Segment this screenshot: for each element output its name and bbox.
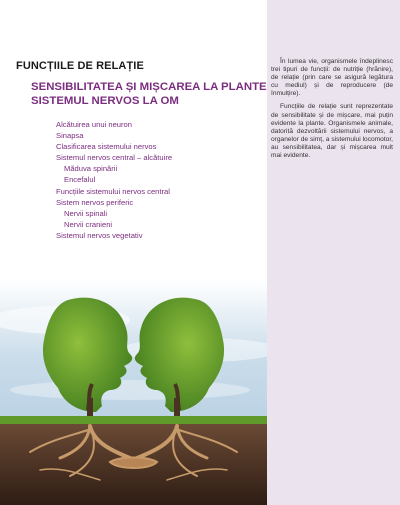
table-of-contents <box>0 119 172 241</box>
toc-item: Funcțiile sistemului nervos central <box>56 186 170 196</box>
toc-item: Sistemul nervos vegetativ <box>56 230 143 240</box>
chapter-subtitle <box>31 81 267 108</box>
tree-heads-illustration <box>0 280 267 505</box>
intro-paragraph-2: Funcțiile de relație sunt reprezentate de sensibilitate și de mișcare, mai puțin evidente la plante. Organismele animale, datorită dezvoltării sistemului nervos, a organelor de simț, a sistemului locomotor, au sensibilitatea, dar și mișcarea mult mai evidente. <box>271 103 393 160</box>
subtitle-line-2: SISTEMUL NERVOS LA OM <box>31 94 179 107</box>
toc-item: Encefalul <box>64 175 96 185</box>
toc-item: Nervii cranieni <box>64 219 113 229</box>
toc-item: Clasificarea sistemului nervos <box>56 142 157 152</box>
toc-item: Sinapsa <box>56 131 84 141</box>
toc-item: Măduva spinării <box>64 164 118 174</box>
toc-item: Sistemul nervos central – alcătuire <box>56 153 173 163</box>
toc-item: Sistem nervos periferic <box>56 197 134 207</box>
subtitle-line-1: SENSIBILITATEA ȘI MIȘCAREA LA PLANTE <box>31 81 267 93</box>
intro-paragraph-1: În lumea vie, organismele îndeplinesc trei tipuri de funcții: de nutriție (hrănire), de relație (prin care se asigură legătura cu mediul) și de reproducere (de înmulțire). <box>271 58 393 98</box>
section-title: FUNCȚIILE DE RELAȚIE <box>16 60 144 72</box>
intro-text <box>271 58 393 165</box>
toc-item: Nervii spinali <box>64 208 108 218</box>
toc-item: Alcătuirea unui neuron <box>56 120 132 129</box>
